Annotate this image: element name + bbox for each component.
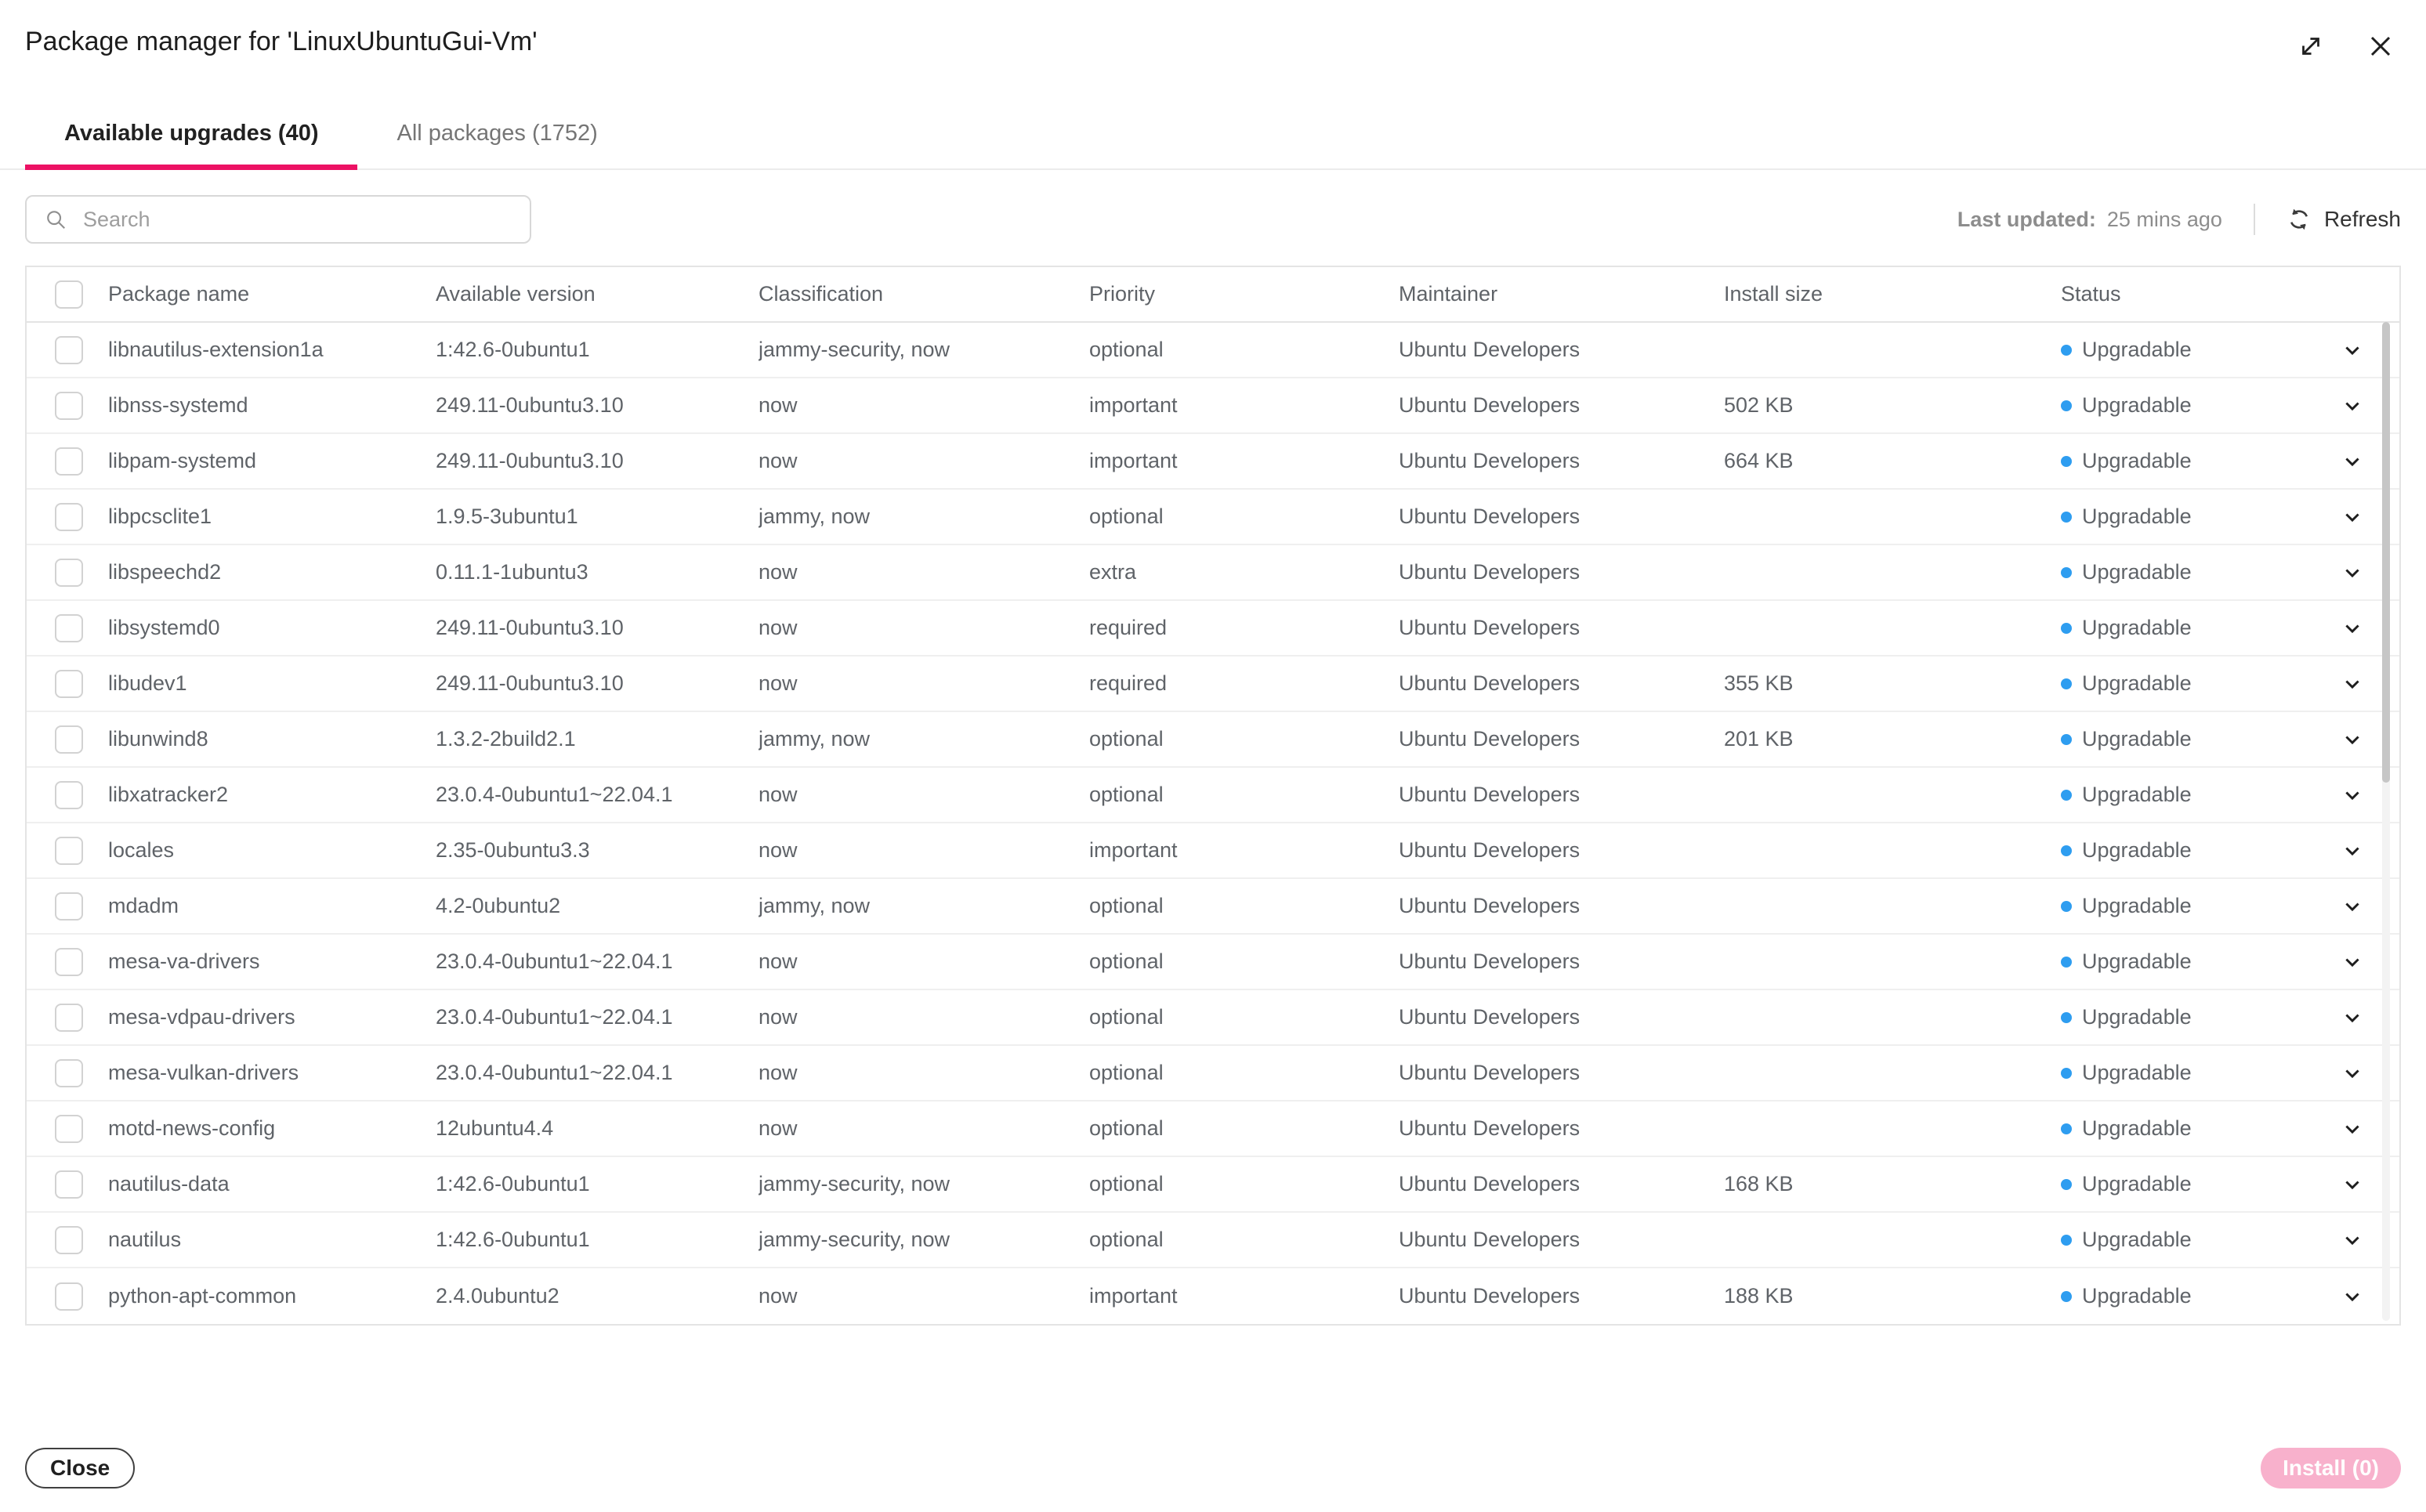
row-expand-button[interactable] <box>2341 673 2363 695</box>
table-row[interactable] <box>27 490 2399 545</box>
search-icon <box>44 208 67 231</box>
priority-cell: important <box>1089 838 1178 862</box>
priority-cell: optional <box>1089 1061 1164 1084</box>
status-dot <box>2061 400 2072 411</box>
status-dot <box>2061 901 2072 912</box>
status-label: Upgradable <box>2082 1228 2192 1251</box>
status-dot <box>2061 790 2072 801</box>
status-label: Upgradable <box>2082 894 2192 917</box>
version-cell: 2.4.0ubuntu2 <box>436 1284 559 1308</box>
column-header-status: Status <box>2061 282 2121 306</box>
table-row[interactable] <box>27 1268 2399 1324</box>
toolbar <box>0 170 2426 266</box>
chevron-down-icon <box>2341 1174 2363 1195</box>
package-name-cell: nautilus <box>108 1228 182 1251</box>
column-header-package-name: Package name <box>108 282 250 306</box>
table-header-row <box>27 267 2399 323</box>
classification-cell: now <box>759 783 798 806</box>
status-dot <box>2061 1068 2072 1079</box>
row-expand-button[interactable] <box>2341 1062 2363 1084</box>
row-expand-button[interactable] <box>2341 840 2363 862</box>
chevron-down-icon <box>2341 840 2363 862</box>
priority-cell: optional <box>1089 1005 1164 1029</box>
maintainer-cell: Ubuntu Developers <box>1399 1228 1581 1251</box>
version-cell: 23.0.4-0ubuntu1~22.04.1 <box>436 783 673 806</box>
status-label: Upgradable <box>2082 1005 2192 1029</box>
maintainer-cell: Ubuntu Developers <box>1399 950 1581 973</box>
status-label: Upgradable <box>2082 560 2192 584</box>
chevron-down-icon <box>2341 1062 2363 1084</box>
table-row[interactable] <box>27 1046 2399 1101</box>
classification-cell: now <box>759 1284 798 1308</box>
dialog-title: Package manager for 'LinuxUbuntuGui-Vm' <box>25 27 538 56</box>
version-cell: 23.0.4-0ubuntu1~22.04.1 <box>436 1061 673 1084</box>
package-name-cell: libxatracker2 <box>108 783 229 806</box>
version-cell: 23.0.4-0ubuntu1~22.04.1 <box>436 1005 673 1029</box>
version-cell: 249.11-0ubuntu3.10 <box>436 616 624 639</box>
status-dot <box>2061 957 2072 968</box>
row-expand-button[interactable] <box>2341 895 2363 917</box>
select-all-checkbox[interactable] <box>55 280 83 309</box>
search-input[interactable] <box>81 207 530 233</box>
table-row[interactable] <box>27 323 2399 378</box>
package-name-cell: libsystemd0 <box>108 616 220 639</box>
classification-cell: now <box>759 616 798 639</box>
refresh-icon <box>2287 207 2312 232</box>
row-checkbox[interactable] <box>55 1170 83 1199</box>
chevron-down-icon <box>2341 1229 2363 1251</box>
status-dot <box>2061 456 2072 467</box>
version-cell: 249.11-0ubuntu3.10 <box>436 449 624 472</box>
priority-cell: important <box>1089 449 1178 472</box>
classification-cell: jammy, now <box>759 727 871 751</box>
column-header-classification: Classification <box>759 282 884 306</box>
window-controls <box>2296 31 2395 63</box>
refresh-label: Refresh <box>2323 207 2401 231</box>
status-label: Upgradable <box>2082 449 2192 472</box>
status-dot <box>2061 734 2072 745</box>
status-label: Upgradable <box>2082 1172 2192 1195</box>
maintainer-cell: Ubuntu Developers <box>1399 838 1581 862</box>
row-checkbox[interactable] <box>55 447 83 476</box>
version-cell: 4.2-0ubuntu2 <box>436 894 561 917</box>
maintainer-cell: Ubuntu Developers <box>1399 1061 1581 1084</box>
row-expand-button[interactable] <box>2341 729 2363 751</box>
table-body <box>27 323 2399 1324</box>
row-checkbox[interactable] <box>55 670 83 698</box>
priority-cell: optional <box>1089 338 1164 361</box>
chevron-down-icon <box>2341 1118 2363 1140</box>
table-row[interactable] <box>27 990 2399 1046</box>
row-expand-button[interactable] <box>2341 1174 2363 1195</box>
row-expand-button[interactable] <box>2341 951 2363 973</box>
row-expand-button[interactable] <box>2341 450 2363 472</box>
row-checkbox[interactable] <box>55 1282 83 1311</box>
priority-cell: optional <box>1089 950 1164 973</box>
version-cell: 249.11-0ubuntu3.10 <box>436 393 624 417</box>
classification-cell: now <box>759 393 798 417</box>
last-updated-group <box>1957 204 2401 235</box>
package-name-cell: motd-news-config <box>108 1116 276 1140</box>
table-row[interactable] <box>27 545 2399 601</box>
classification-cell: now <box>759 1005 798 1029</box>
toolbar-divider <box>2254 204 2255 235</box>
row-expand-button[interactable] <box>2341 784 2363 806</box>
table-row[interactable] <box>27 1213 2399 1268</box>
dialog-header <box>0 0 2426 63</box>
classification-cell: jammy, now <box>759 894 871 917</box>
maintainer-cell: Ubuntu Developers <box>1399 1005 1581 1029</box>
status-label: Upgradable <box>2082 616 2192 639</box>
status-label: Upgradable <box>2082 505 2192 528</box>
scrollbar[interactable] <box>2382 322 2390 1321</box>
priority-cell: optional <box>1089 783 1164 806</box>
package-name-cell: python-apt-common <box>108 1284 297 1308</box>
status-label: Upgradable <box>2082 838 2192 862</box>
maintainer-cell: Ubuntu Developers <box>1399 616 1581 639</box>
table-row[interactable] <box>27 657 2399 712</box>
status-dot <box>2061 845 2072 856</box>
status-dot <box>2061 1179 2072 1190</box>
package-name-cell: libpcsclite1 <box>108 505 212 528</box>
install-size-cell: 502 KB <box>1724 393 1794 417</box>
package-name-cell: libnss-systemd <box>108 393 248 417</box>
classification-cell: jammy-security, now <box>759 1172 950 1195</box>
status-label: Upgradable <box>2082 783 2192 806</box>
tab-available-upgrades[interactable]: Available upgrades (40) <box>25 98 357 168</box>
package-name-cell: locales <box>108 838 175 862</box>
table-row[interactable] <box>27 434 2399 490</box>
expand-button[interactable] <box>2296 31 2326 63</box>
row-checkbox[interactable] <box>55 336 83 364</box>
row-checkbox[interactable] <box>55 837 83 865</box>
chevron-down-icon <box>2341 617 2363 639</box>
tab-bar <box>0 98 2426 170</box>
chevron-down-icon <box>2341 1007 2363 1029</box>
classification-cell: now <box>759 671 798 695</box>
maintainer-cell: Ubuntu Developers <box>1399 727 1581 751</box>
chevron-down-icon <box>2341 729 2363 751</box>
install-button[interactable]: Install (0) <box>2261 1448 2401 1488</box>
column-header-priority: Priority <box>1089 282 1156 306</box>
maintainer-cell: Ubuntu Developers <box>1399 449 1581 472</box>
maintainer-cell: Ubuntu Developers <box>1399 783 1581 806</box>
maintainer-cell: Ubuntu Developers <box>1399 1172 1581 1195</box>
package-name-cell: libspeechd2 <box>108 560 222 584</box>
classification-cell: jammy-security, now <box>759 338 950 361</box>
refresh-button[interactable] <box>2287 207 2401 232</box>
priority-cell: optional <box>1089 1228 1164 1251</box>
status-label: Upgradable <box>2082 727 2192 751</box>
status-dot <box>2061 567 2072 578</box>
table-row[interactable] <box>27 601 2399 657</box>
package-name-cell: libnautilus-extension1a <box>108 338 324 361</box>
row-checkbox[interactable] <box>55 1115 83 1143</box>
row-checkbox[interactable] <box>55 948 83 976</box>
row-checkbox[interactable] <box>55 725 83 754</box>
column-header-install-size: Install size <box>1724 282 1823 306</box>
row-checkbox[interactable] <box>55 503 83 531</box>
maintainer-cell: Ubuntu Developers <box>1399 894 1581 917</box>
row-expand-button[interactable] <box>2341 562 2363 584</box>
maintainer-cell: Ubuntu Developers <box>1399 393 1581 417</box>
row-expand-button[interactable] <box>2341 1286 2363 1308</box>
chevron-down-icon <box>2341 951 2363 973</box>
package-name-cell: libpam-systemd <box>108 449 257 472</box>
chevron-down-icon <box>2341 395 2363 417</box>
status-dot <box>2061 1291 2072 1302</box>
package-name-cell: mesa-vdpau-drivers <box>108 1005 295 1029</box>
table-row[interactable] <box>27 823 2399 879</box>
version-cell: 1.9.5-3ubuntu1 <box>436 505 578 528</box>
priority-cell: important <box>1089 1284 1178 1308</box>
classification-cell: now <box>759 560 798 584</box>
chevron-down-icon <box>2341 450 2363 472</box>
row-checkbox[interactable] <box>55 614 83 642</box>
priority-cell: required <box>1089 671 1168 695</box>
chevron-down-icon <box>2341 562 2363 584</box>
priority-cell: optional <box>1089 1172 1164 1195</box>
status-label: Upgradable <box>2082 1116 2192 1140</box>
status-label: Upgradable <box>2082 950 2192 973</box>
status-label: Upgradable <box>2082 1284 2192 1308</box>
chevron-down-icon <box>2341 1286 2363 1308</box>
classification-cell: now <box>759 1061 798 1084</box>
priority-cell: important <box>1089 393 1178 417</box>
version-cell: 1.3.2-2build2.1 <box>436 727 576 751</box>
status-dot <box>2061 1012 2072 1023</box>
row-expand-button[interactable] <box>2341 395 2363 417</box>
status-dot <box>2061 1123 2072 1134</box>
priority-cell: optional <box>1089 894 1164 917</box>
status-dot <box>2061 623 2072 634</box>
package-name-cell: mesa-va-drivers <box>108 950 260 973</box>
status-dot <box>2061 345 2072 356</box>
priority-cell: extra <box>1089 560 1137 584</box>
package-name-cell: libudev1 <box>108 671 187 695</box>
table-row[interactable] <box>27 378 2399 434</box>
version-cell: 0.11.1-1ubuntu3 <box>436 560 588 584</box>
row-checkbox[interactable] <box>55 559 83 587</box>
priority-cell: optional <box>1089 727 1164 751</box>
package-name-cell: libunwind8 <box>108 727 208 751</box>
table-row[interactable] <box>27 935 2399 990</box>
row-expand-button[interactable] <box>2341 339 2363 361</box>
status-label: Upgradable <box>2082 1061 2192 1084</box>
version-cell: 23.0.4-0ubuntu1~22.04.1 <box>436 950 673 973</box>
priority-cell: required <box>1089 616 1168 639</box>
maintainer-cell: Ubuntu Developers <box>1399 505 1581 528</box>
row-expand-button[interactable] <box>2341 1229 2363 1251</box>
version-cell: 12ubuntu4.4 <box>436 1116 554 1140</box>
maintainer-cell: Ubuntu Developers <box>1399 671 1581 695</box>
status-dot <box>2061 1235 2072 1246</box>
package-name-cell: mesa-vulkan-drivers <box>108 1061 299 1084</box>
package-table <box>25 266 2401 1326</box>
row-expand-button[interactable] <box>2341 1118 2363 1140</box>
table-row[interactable] <box>27 879 2399 935</box>
version-cell: 1:42.6-0ubuntu1 <box>436 1172 590 1195</box>
close-dialog-button[interactable] <box>2366 32 2395 63</box>
status-label: Upgradable <box>2082 671 2192 695</box>
tab-all-packages[interactable]: All packages (1752) <box>357 98 636 168</box>
row-checkbox[interactable] <box>55 892 83 921</box>
version-cell: 1:42.6-0ubuntu1 <box>436 1228 590 1251</box>
row-checkbox[interactable] <box>55 1059 83 1087</box>
row-expand-button[interactable] <box>2341 1007 2363 1029</box>
install-size-cell: 664 KB <box>1724 449 1794 472</box>
classification-cell: now <box>759 1116 798 1140</box>
status-label: Upgradable <box>2082 338 2192 361</box>
install-size-cell: 355 KB <box>1724 671 1794 695</box>
priority-cell: optional <box>1089 505 1164 528</box>
install-size-cell: 201 KB <box>1724 727 1794 751</box>
install-size-cell: 168 KB <box>1724 1172 1794 1195</box>
close-button[interactable]: Close <box>25 1448 135 1488</box>
last-updated-label: Last updated: <box>1957 207 2096 231</box>
table-row[interactable] <box>27 768 2399 823</box>
row-expand-button[interactable] <box>2341 506 2363 528</box>
classification-cell: now <box>759 838 798 862</box>
row-expand-button[interactable] <box>2341 617 2363 639</box>
search-box[interactable] <box>25 195 531 244</box>
status-dot <box>2061 512 2072 523</box>
table-row[interactable] <box>27 1101 2399 1157</box>
classification-cell: now <box>759 449 798 472</box>
column-header-available-version: Available version <box>436 282 596 306</box>
maintainer-cell: Ubuntu Developers <box>1399 1116 1581 1140</box>
row-checkbox[interactable] <box>55 392 83 420</box>
version-cell: 249.11-0ubuntu3.10 <box>436 671 624 695</box>
priority-cell: optional <box>1089 1116 1164 1140</box>
version-cell: 1:42.6-0ubuntu1 <box>436 338 590 361</box>
chevron-down-icon <box>2341 673 2363 695</box>
classification-cell: jammy, now <box>759 505 871 528</box>
status-label: Upgradable <box>2082 393 2192 417</box>
classification-cell: now <box>759 950 798 973</box>
install-size-cell: 188 KB <box>1724 1284 1794 1308</box>
close-icon <box>2366 32 2395 63</box>
expand-icon <box>2296 31 2326 63</box>
chevron-down-icon <box>2341 895 2363 917</box>
package-name-cell: nautilus-data <box>108 1172 230 1195</box>
version-cell: 2.35-0ubuntu3.3 <box>436 838 590 862</box>
table-row[interactable] <box>27 1157 2399 1213</box>
status-dot <box>2061 678 2072 689</box>
chevron-down-icon <box>2341 339 2363 361</box>
scrollbar-thumb[interactable] <box>2382 322 2390 783</box>
package-name-cell: mdadm <box>108 894 179 917</box>
maintainer-cell: Ubuntu Developers <box>1399 560 1581 584</box>
chevron-down-icon <box>2341 784 2363 806</box>
column-header-maintainer: Maintainer <box>1399 282 1498 306</box>
table-row[interactable] <box>27 712 2399 768</box>
classification-cell: jammy-security, now <box>759 1228 950 1251</box>
last-updated-value: 25 mins ago <box>2106 207 2222 231</box>
row-checkbox[interactable] <box>55 781 83 809</box>
chevron-down-icon <box>2341 506 2363 528</box>
maintainer-cell: Ubuntu Developers <box>1399 1284 1581 1308</box>
row-checkbox[interactable] <box>55 1226 83 1254</box>
maintainer-cell: Ubuntu Developers <box>1399 338 1581 361</box>
row-checkbox[interactable] <box>55 1004 83 1032</box>
